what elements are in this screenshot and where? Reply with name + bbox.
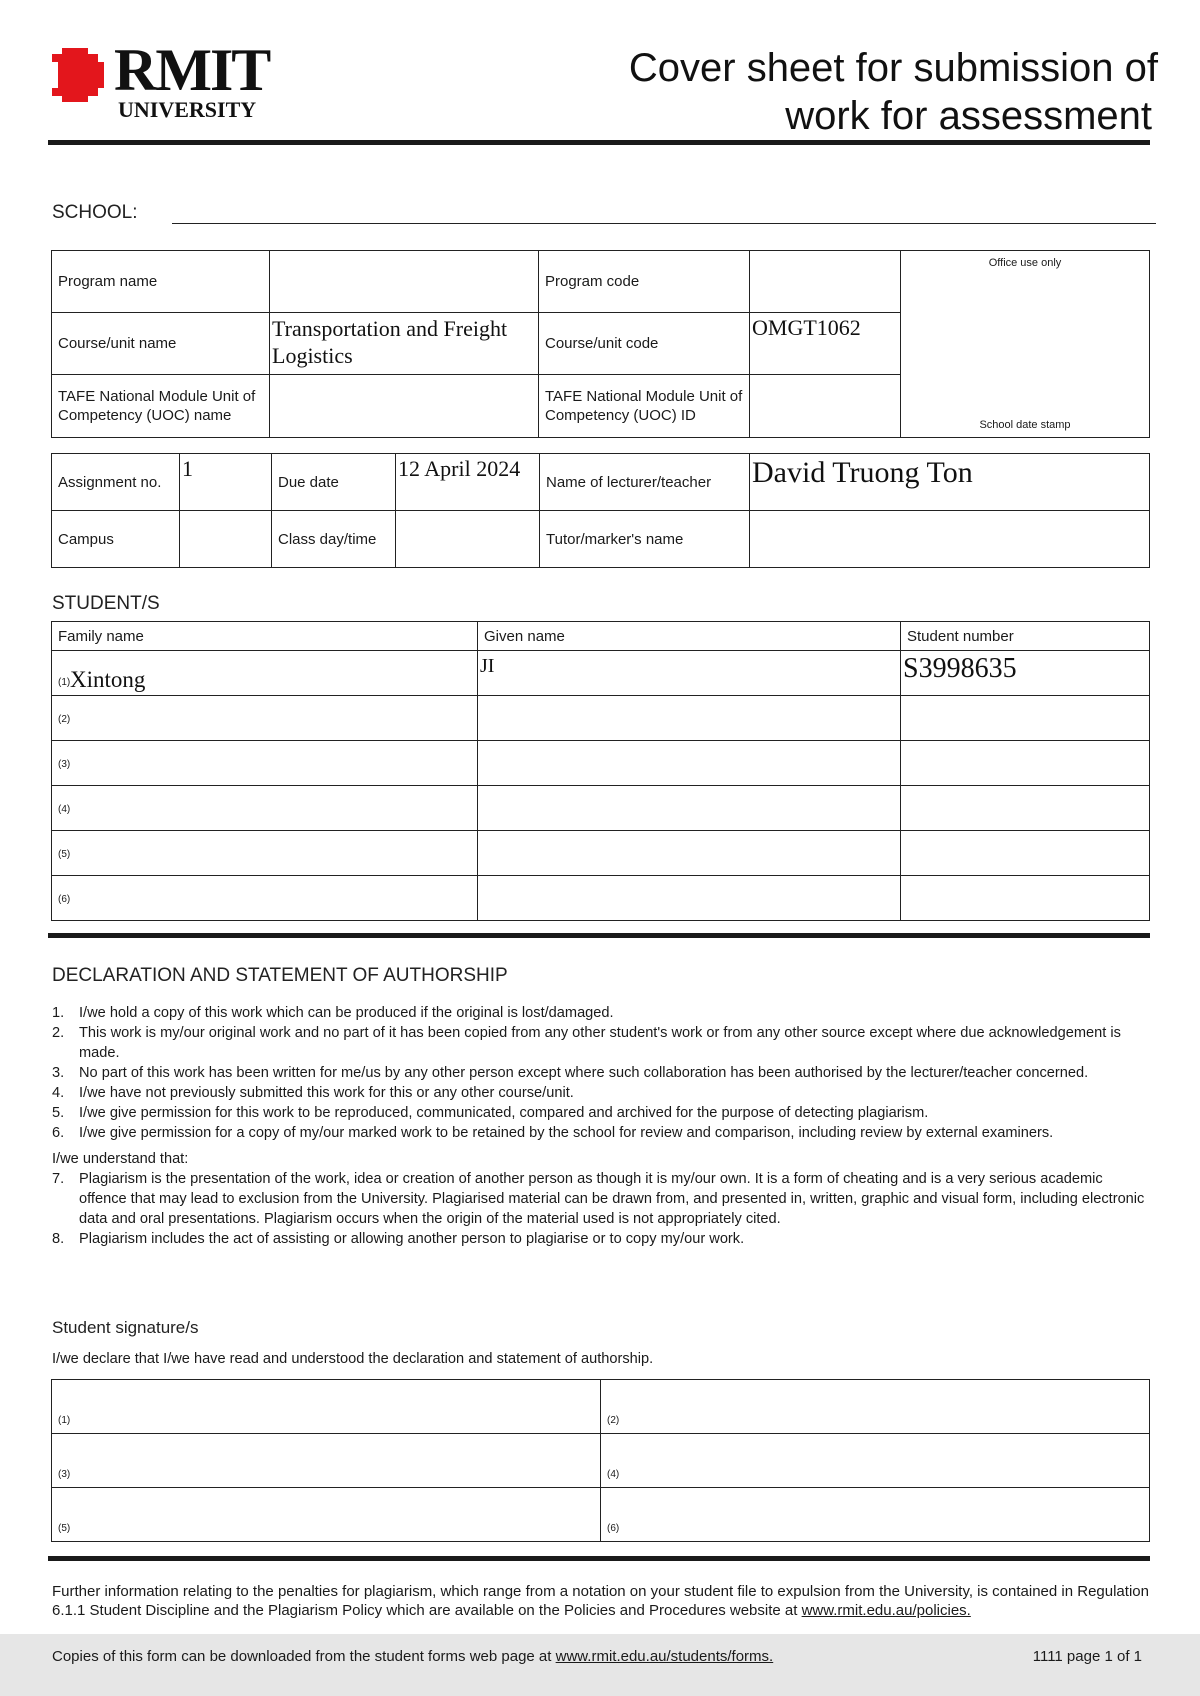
student-number-header: Student number [901, 622, 1150, 651]
declaration-body [52, 1003, 1152, 1249]
family-name-field[interactable] [52, 786, 478, 831]
signatures-statement: I/we declare that I/we have read and understood the declaration and statement of authorship. [52, 1351, 654, 1367]
signature-field-1[interactable]: (1) [52, 1380, 601, 1434]
student-number-field[interactable] [901, 786, 1150, 831]
student-number-value: S3998635 [903, 653, 1017, 684]
student-number-field[interactable] [901, 651, 1150, 696]
course-code-value: OMGT1062 [752, 315, 861, 340]
assignment-no-value: 1 [182, 456, 193, 481]
declaration-list [52, 1003, 1152, 1143]
uoc-name-label: TAFE National Module Unit of Competency (UOC) name [52, 375, 270, 438]
understand-label: I/we understand that: [52, 1151, 189, 1167]
copies-text: Copies of this form can be downloaded from the student forms web page at [52, 1648, 552, 1665]
tutor-label: Tutor/marker's name [540, 511, 750, 568]
declaration-heading: DECLARATION AND STATEMENT OF AUTHORSHIP [52, 965, 508, 986]
family-name-header: Family name [52, 622, 478, 651]
declaration-item: 2. This work is my/our original work and no part of it has been copied from any other student's work or from any other source except where due acknowledgement is made. [52, 1025, 1121, 1061]
row-number: (5) [58, 849, 71, 860]
uoc-name-field[interactable] [270, 375, 539, 438]
signatures-heading: Student signature/s [52, 1318, 199, 1337]
office-use-label: Office use only [988, 257, 1062, 269]
declaration-item: 7. Plagiarism is the presentation of the work, idea or creation of another person as though it is my/our own. It is a form of cheating and is a very serious academic offence that may lead to exclusion from the University. Plagiarised material can be drawn from, and presented in, written, graphic and visual form, including electronic data and oral presentations. Plagiarism occurs when the origin of the material used is not appropriately cited. [52, 1171, 1145, 1227]
campus-field[interactable] [180, 511, 272, 568]
assignment-details-table [51, 453, 1150, 568]
course-name-label: Course/unit name [52, 313, 270, 375]
student-row [52, 651, 1150, 696]
student-row [52, 876, 1150, 921]
row-number: (2) [58, 714, 71, 725]
school-date-stamp-label: School date stamp [979, 419, 1071, 431]
declaration-item: 5. I/we give permission for this work to be reproduced, communicated, compared and archived for the purpose of detecting plagiarism. [52, 1105, 929, 1121]
family-name-field[interactable] [52, 696, 478, 741]
rmit-logo [52, 37, 282, 124]
due-date-label: Due date [272, 454, 396, 511]
row-number: (3) [58, 759, 71, 770]
course-name-value: Transportation and Freight Logistics [272, 316, 508, 368]
signature-field-4[interactable]: (4) [601, 1434, 1150, 1488]
course-code-label: Course/unit code [539, 313, 750, 375]
program-code-field[interactable] [750, 251, 901, 313]
student-row [52, 741, 1150, 786]
page-title [629, 44, 1158, 140]
page-title-line-1: Cover sheet for submission of [628, 46, 1158, 90]
signatures-rule [48, 1556, 1150, 1561]
given-name-field[interactable] [478, 696, 901, 741]
signature-field-5[interactable]: (5) [52, 1488, 601, 1542]
given-name-field[interactable] [478, 876, 901, 921]
lecturer-label: Name of lecturer/teacher [540, 454, 750, 511]
due-date-field[interactable] [396, 454, 540, 511]
declaration-item: 4. I/we have not previously submitted this work for this or any other course/unit. [52, 1085, 574, 1101]
lecturer-value: David Truong Ton [752, 456, 973, 489]
student-number-field[interactable] [901, 831, 1150, 876]
further-information-text: Further information relating to the penalties for plagiarism, which range from a notation on your student file to expulsion from the University, is contained in Regulation 6.1.1 Student Discipline and the Plagiarism Policy which are available on the Policies and Procedures website at [52, 1583, 1149, 1619]
student-number-field[interactable] [901, 741, 1150, 786]
course-name-field[interactable] [270, 313, 539, 375]
course-details-table [51, 250, 1150, 438]
forms-info [52, 1648, 773, 1665]
signature-field-3[interactable]: (3) [52, 1434, 601, 1488]
assignment-no-field[interactable] [180, 454, 272, 511]
page-info: 1111 page 1 of 1 [1032, 1648, 1142, 1665]
logo-subtitle: UNIVERSITY [118, 97, 257, 122]
page-title-line-2: work for assessment [785, 94, 1152, 138]
students-table [51, 621, 1150, 921]
further-information [52, 1582, 1152, 1620]
class-day-time-field[interactable] [396, 511, 540, 568]
rmit-pixel-mark-icon [52, 48, 108, 104]
family-name-field[interactable] [52, 741, 478, 786]
declaration-item: 3. No part of this work has been written for me/us by any other person except where such collaboration has been authorised by the lecturer/teacher concerned. [52, 1065, 1089, 1081]
family-name-value: Xintong [70, 667, 146, 692]
school-field[interactable] [172, 222, 1156, 224]
lecturer-field[interactable] [750, 454, 1150, 511]
student-number-field[interactable] [901, 876, 1150, 921]
uoc-id-label: TAFE National Module Unit of Competency (UOC) ID [539, 375, 750, 438]
given-name-value: JI [480, 655, 495, 677]
students-heading: STUDENT/S [52, 593, 160, 614]
given-name-field[interactable] [478, 786, 901, 831]
uoc-id-field[interactable] [750, 375, 901, 438]
declaration-item: 6. I/we give permission for a copy of my/our marked work to be retained by the school for review and comparison, including review by external examiners. [52, 1125, 1054, 1141]
due-date-value: 12 April 2024 [398, 456, 521, 481]
policies-link[interactable]: www.rmit.edu.au/policies. [801, 1602, 971, 1619]
row-number: (6) [58, 894, 71, 905]
student-number-field[interactable] [901, 696, 1150, 741]
tutor-field[interactable] [750, 511, 1150, 568]
given-name-field[interactable] [478, 651, 901, 696]
student-row [52, 696, 1150, 741]
forms-link[interactable]: www.rmit.edu.au/students/forms. [555, 1648, 774, 1665]
family-name-field[interactable] [52, 876, 478, 921]
class-day-time-label: Class day/time [272, 511, 396, 568]
declaration-item: 8. Plagiarism includes the act of assisting or allowing another person to plagiarise or to copy my/our work. [52, 1231, 745, 1247]
school-label: SCHOOL: [52, 202, 138, 223]
signature-field-6[interactable]: (6) [601, 1488, 1150, 1542]
family-name-field[interactable] [52, 651, 478, 696]
program-code-label: Program code [539, 251, 750, 313]
understand-list [52, 1169, 1152, 1249]
logo-wordmark: RMIT [114, 37, 270, 103]
given-name-header: Given name [478, 622, 901, 651]
program-name-field[interactable] [270, 251, 539, 313]
course-code-field[interactable] [750, 313, 901, 375]
campus-label: Campus [52, 511, 180, 568]
assignment-no-label: Assignment no. [52, 454, 180, 511]
students-rule [48, 933, 1150, 938]
student-row [52, 831, 1150, 876]
office-use-stamp-area [901, 251, 1150, 438]
student-row [52, 786, 1150, 831]
header-rule [48, 140, 1150, 145]
given-name-field[interactable] [478, 831, 901, 876]
declaration-item: 1. I/we hold a copy of this work which can be produced if the original is lost/damaged. [52, 1005, 614, 1021]
given-name-field[interactable] [478, 741, 901, 786]
row-number: (4) [58, 804, 71, 815]
row-number: (1) [58, 677, 71, 688]
signatures-table [51, 1379, 1150, 1542]
program-name-label: Program name [52, 251, 270, 313]
footer-bar [0, 1634, 1200, 1696]
signature-field-2[interactable]: (2) [601, 1380, 1150, 1434]
family-name-field[interactable] [52, 831, 478, 876]
